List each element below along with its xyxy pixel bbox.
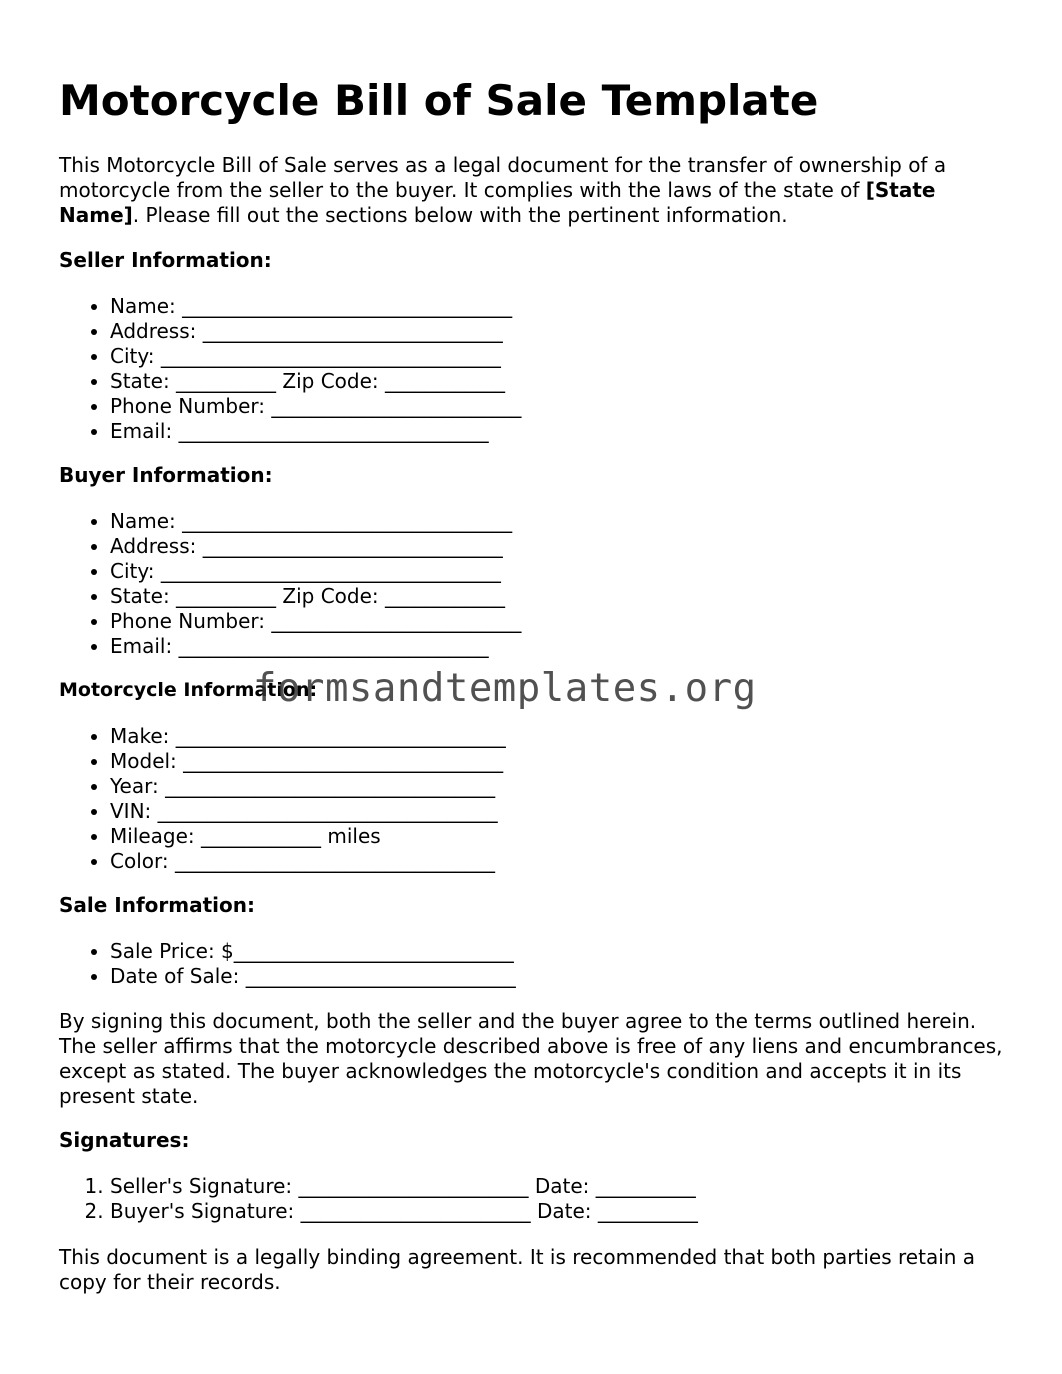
buyer-city-field: • City: __________________________________ — [110, 559, 521, 584]
sale-date-field: • Date of Sale: ___________________________ — [110, 964, 516, 989]
motorcycle-section-heading: Motorcycle Information: — [59, 679, 318, 701]
buyer-email-field: • Email: _______________________________ — [110, 634, 521, 659]
closing-paragraph: This document is a legally binding agreement. It is recommended that both parties retain a copy for their records. — [59, 1245, 976, 1294]
sale-price-field: • Sale Price: $____________________________ — [110, 939, 516, 964]
buyer-section-heading: Buyer Information: — [59, 463, 273, 487]
sale-fields-list — [59, 939, 516, 989]
motorcycle-fields-list — [59, 724, 506, 874]
seller-email-field: • Email: _______________________________ — [110, 419, 521, 444]
seller-state-zip-field: • State: __________ Zip Code: ____________ — [110, 369, 521, 394]
intro-text-before: This Motorcycle Bill of Sale serves as a legal document for the transfer of ownership of a motorcycle from the seller to the buyer. It complies with the laws of the state of — [59, 153, 947, 202]
seller-phone-field: • Phone Number: _________________________ — [110, 394, 521, 419]
motorcycle-mileage-field: • Mileage: ____________ miles — [110, 824, 506, 849]
seller-name-field: • Name: _________________________________ — [110, 294, 521, 319]
motorcycle-year-field: • Year: _________________________________ — [110, 774, 506, 799]
signatures-section-heading: Signatures: — [59, 1128, 190, 1152]
sale-section-heading: Sale Information: — [59, 893, 255, 917]
motorcycle-model-field: • Model: ________________________________ — [110, 749, 506, 774]
seller-city-field: • City: __________________________________ — [110, 344, 521, 369]
agreement-paragraph: By signing this document, both the seller and the buyer agree to the terms outlined herein. The seller affirms that the motorcycle described above is free of any liens and encumbrances, except as stated. The buyer acknowledges the motorcycle's condition and accepts it in its present state. — [59, 1009, 1003, 1108]
seller-fields-list — [59, 294, 521, 444]
seller-section-heading: Seller Information: — [59, 248, 272, 272]
signatures-list — [59, 1174, 698, 1224]
motorcycle-make-field: • Make: _________________________________ — [110, 724, 506, 749]
buyer-name-field: • Name: _________________________________ — [110, 509, 521, 534]
seller-address-field: • Address: ______________________________ — [110, 319, 521, 344]
seller-signature-line: 1. Seller's Signature: _______________________ Date: __________ — [110, 1174, 698, 1199]
state-name-placeholder: [State Name] — [59, 178, 936, 227]
buyer-fields-list — [59, 509, 521, 659]
document-title: Motorcycle Bill of Sale Template — [59, 76, 819, 125]
buyer-address-field: • Address: ______________________________ — [110, 534, 521, 559]
buyer-phone-field: • Phone Number: _________________________ — [110, 609, 521, 634]
intro-paragraph — [59, 153, 1004, 228]
buyer-signature-line: 2. Buyer's Signature: _______________________ Date: __________ — [110, 1199, 698, 1224]
buyer-state-zip-field: • State: __________ Zip Code: ____________ — [110, 584, 521, 609]
site-watermark: formsandtemplates.org — [253, 666, 757, 711]
intro-text-after: . Please fill out the sections below with the pertinent information. — [132, 203, 788, 227]
motorcycle-color-field: • Color: ________________________________ — [110, 849, 506, 874]
motorcycle-vin-field: • VIN: __________________________________ — [110, 799, 506, 824]
